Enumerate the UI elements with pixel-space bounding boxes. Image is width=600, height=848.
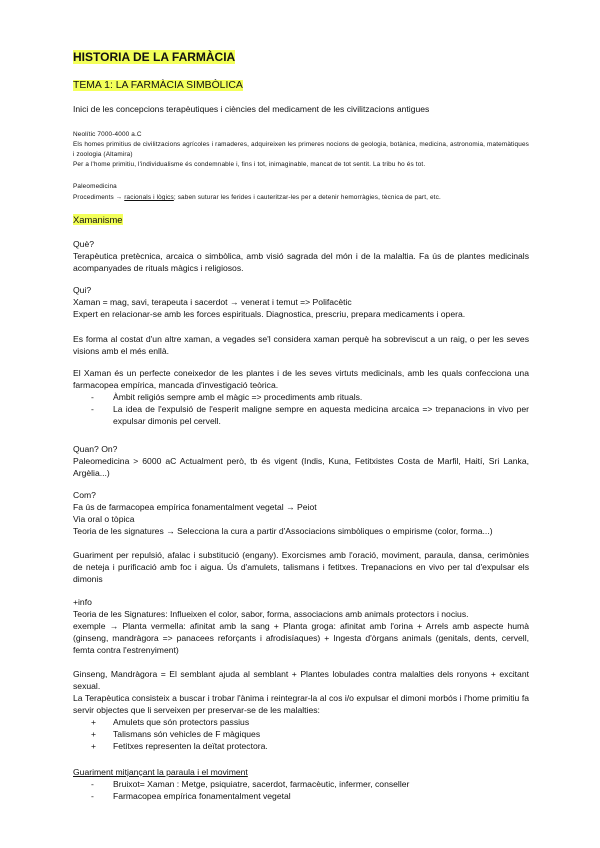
com-line-1: Fa ús de farmacopea empírica fonamentalment vegetal → Peiot [73, 502, 317, 512]
section-xamanisme: Xamanisme [73, 214, 123, 225]
com-heading: Com? [73, 490, 96, 500]
terapeutica-text: La Terapèutica consisteix a buscar i trobar l'ànima i reintegrar-la al cos i/o expulsar el dimoni morbós i l'home primitiu fa servir objectes que li serveixen per preservar-se de les malalties: [73, 693, 529, 715]
plus-marker: + [91, 717, 97, 727]
neolitic-heading: Neolític 7000-4000 a.C [73, 131, 142, 138]
dash-marker: - [91, 404, 94, 414]
list-item: - Farmacopea empírica fonamentalment vegetal [91, 791, 291, 801]
qui-line-2: Expert en relacionar-se amb les forces espirituals. Diagnostica, prescriu, prepara medicaments i opera. [73, 309, 466, 319]
list-item: - Àmbit religiós sempre amb el màgic => procediments amb rituals. [91, 392, 363, 402]
tema-heading: TEMA 1: LA FARMÀCIA SIMBÒLICA [73, 80, 243, 91]
paleomedicina-procediments: Procediments → racionals i lògics; saben suturar les ferides i cauteritzar-les per a detenir hemorràgies, tècnica de part, etc. [73, 194, 441, 201]
que-text: Terapèutica pretècnica, arcaica o simbòlica, amb visió sagrada del món i de la malaltia. Fa ús de plantes medicinals acompanyades de rituals màgics i religiosos. [73, 251, 529, 273]
dash-marker: - [91, 779, 94, 789]
info-line-2: exemple → Planta vermella: afinitat amb la sang + Planta groga: afinitat amb l'orina + Arrels amb aspecte humà (ginseng, mandràgora => panacees reforçants i afrodisíaques) + Ingesta d'òrgans animals (genitals, dents, cervell, femta contra l'estrenyiment) [73, 621, 529, 655]
document-title: HISTORIA DE LA FARMÀCIA [73, 50, 236, 64]
plus-marker: + [91, 729, 97, 739]
qui-line-1: Xaman = mag, savi, terapeuta i sacerdot → venerat i temut => Polifacètic [73, 297, 352, 307]
que-heading: Què? [73, 239, 95, 249]
forma-text: Es forma al costat d'un altre xaman, a vegades se'l considera xaman perquè ha sobreviscut a un raig, o per les seves visions amb el més enllà. [73, 334, 529, 356]
paraula-heading: Guariment mitjançant la paraula i el moviment [73, 767, 248, 777]
list-item: - La idea de l'expulsió de l'esperit maligne sempre en aquesta medicina arcaica => trepanacions in vivo per expulsar dimonis pel cervell. [91, 404, 529, 426]
list-item: + Amulets que són protectors passius [91, 717, 250, 727]
xaman-coneixedor-text: El Xaman és un perfecte coneixedor de les plantes i de les seves virtuts medicinals, amb les quals confecciona una farmacopea empírica, mancada d'investigació teòrica. [73, 368, 529, 390]
qui-heading: Qui? [73, 285, 92, 295]
list-item: + Talismans són vehicles de F màgiques [91, 729, 261, 739]
com-line-2: Via oral o tòpica [73, 514, 135, 524]
guariment-text: Guariment per repulsió, afalac i substitució (engany). Exorcismes amb l'oració, moviment, paraula, dansa, cerimònies de neteja i purificació amb foc i aigua. Ús d'amulets, talismans i fetitxes. Trepanacions en vivo per tal d'expulsar els dimonis [73, 550, 529, 584]
info-heading: +info [73, 597, 92, 607]
paleomedicina-heading: Paleomedicina [73, 183, 117, 190]
neolitic-line-1: Els homes primitius de civilitzacions agrícoles i ramaderes, adquireixen les primeres nocions de geologia, botànica, medicina, astronomia, matemàtiques i zoologia (Altamira) [73, 141, 529, 159]
underlined-term: racionals i lògics [124, 194, 174, 201]
plus-marker: + [91, 741, 97, 751]
dash-marker: - [91, 791, 94, 801]
quan-heading: Quan? On? [73, 444, 118, 454]
intro-text: Inici de les concepcions terapèutiques i ciències del medicament de les civilitzacions antigues [73, 104, 430, 114]
list-item: + Fetitxes representen la deïtat protectora. [91, 741, 268, 751]
com-line-3: Teoria de les signatures → Selecciona la cura a partir d'Associacions simbòliques o empirisme (color, forma...) [73, 526, 493, 536]
ginseng-text: Ginseng, Mandràgora = El semblant ajuda al semblant + Plantes lobulades contra malalties dels ronyons + excitant sexual. [73, 669, 529, 691]
list-item: - Bruixot= Xaman : Metge, psiquiatre, sacerdot, farmacèutic, infermer, conseller [91, 779, 410, 789]
dash-marker: - [91, 392, 94, 402]
neolitic-line-2: Per a l'home primitiu, l'individualisme és condemnable i, fins i tot, inimaginable, mancat de tot sentit. La tribu ho és tot. [73, 161, 426, 168]
quan-text: Paleomedicina > 6000 aC Actualment però, tb és vigent (Indis, Kuna, Fetitxistes Costa de Marfil, Haití, Sri Lanka, Argèlia...) [73, 456, 529, 478]
info-line-1: Teoria de les Signatures: Influeixen el color, sabor, forma, associacions amb animals protectors i nocius. [73, 609, 469, 619]
